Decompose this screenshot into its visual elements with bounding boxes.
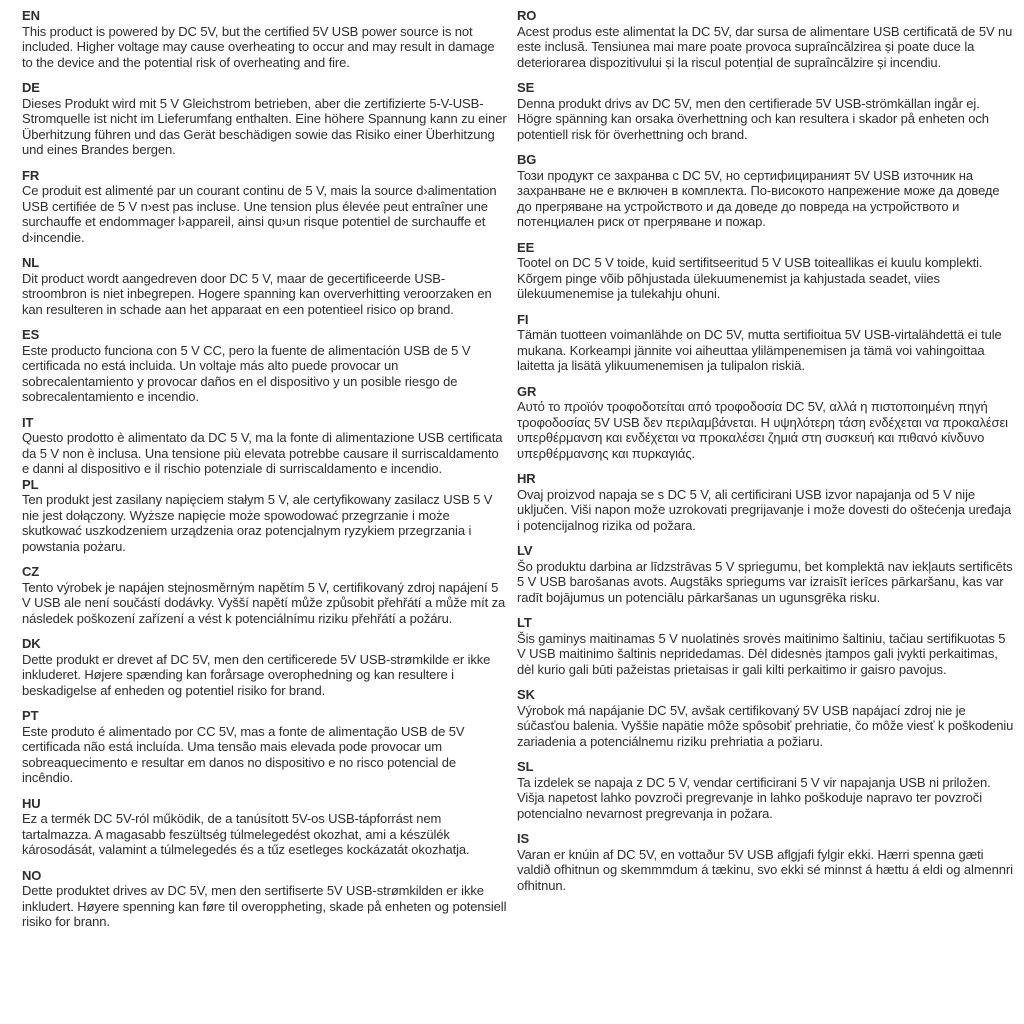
section-ro bbox=[517, 8, 1014, 70]
section-es bbox=[22, 327, 508, 405]
section-bg bbox=[517, 152, 1014, 230]
warning-text-lt: Šis gaminys maitinamas 5 V nuolatinės srovės maitinimo šaltiniu, tačiau sertifikuotas 5 V USB maitinimo šaltinis nepridedamas. Dėl didesnės įtampos gali įvykti perkaitimas, dėl kurio gali būti pažeistas prietaisas ir gali kilti perkaitimo ir gaisro pavojus. bbox=[517, 630, 1006, 677]
language-code-is: IS bbox=[517, 831, 530, 846]
left-column bbox=[22, 8, 508, 940]
language-code-ee: EE bbox=[517, 239, 535, 255]
warning-text-es: Este producto funciona con 5 V CC, pero la fuente de alimentación USB de 5 V certificada no está incluida. Un voltaje más alto puede provocar un sobrecalentamiento y provocar daños en el dispositivo y un posible riesgo de sobrecalentamiento e incendio. bbox=[22, 342, 471, 404]
language-code-cz: CZ bbox=[22, 564, 40, 579]
warning-text-sl: Ta izdelek se napaja z DC 5 V, vendar certificirani 5 V vir napajanja USB ni priložen. Višja napetost lahko povzroči pregrevanje in lahko poškoduje napravo ter povzroči potencialno nevarnost pregrevanja in požara. bbox=[517, 774, 991, 821]
warning-text-it: Questo prodotto è alimentato da DC 5 V, ma la fonte di alimentazione USB certificata da 5 V non è inclusa. Una tensione più elevata potrebbe causare il surriscaldamento e danni al dispositivo e il rischio potenziale di surriscaldamento e incendio. bbox=[22, 430, 503, 476]
warning-text-is: Varan er knúin af DC 5V, en vottaður 5V USB aflgjafi fylgir ekki. Hærri spenna gæti valdið ofhitnun og skemmmdum á tækinu, svo ekki sé minnst á hættu á eldi og almennri ofhitnun. bbox=[517, 846, 1013, 893]
section-de bbox=[22, 80, 508, 158]
warning-text-pl: Ten produkt jest zasilany napięciem stałym 5 V, ale certyfikowany zasilacz USB 5 V nie jest dołączony. Wyższe napięcie może spowodować przegrzanie i może skutkować uszkodzeniem urządzenia oraz potencjalnym ryzykiem przegrzania i powstania pożaru. bbox=[22, 492, 493, 554]
language-code-pt: PT bbox=[22, 708, 39, 723]
language-code-pl: PL bbox=[22, 476, 39, 492]
warning-text-hr: Ovaj proizvod napaja se s DC 5 V, ali certificirani USB izvor napajanja od 5 V nije uključen. Viši napon može uzrokovati pregrijavanje i može dovesti do oštećenja uređaja i potencijalnog rizika od požara. bbox=[517, 486, 1012, 533]
warning-text-pt: Este produto é alimentado por CC 5V, mas a fonte de alimentação USB de 5V certificada não está incluída. Uma tensão mais elevada pode provocar um sobreaquecimento e resultar em danos no dispositivo e no risco potencial de incêndio. bbox=[22, 723, 465, 785]
language-code-fi: FI bbox=[517, 311, 529, 327]
warning-text-gr: Αυτό το προϊόν τροφοδοτείται από τροφοδοσία DC 5V, αλλά η πιστοποιημένη πηγή τροφοδοσίας 5V USB δεν περιλαμβάνεται. Η υψηλότερη τάση ενδέχεται να προκαλέσει υπερθέρμανση και ενδέχεται να προκαλέσει ζημιά στη συσκευή και πιθανό κίνδυνο υπερθέρμανσης και πυρκαγιάς. bbox=[517, 399, 1008, 461]
warning-text-bg: Този продукт се захранва с DC 5V, но сертифицираният 5V USB източник на захранване не е включен в комплекта. По-високото напрежение може да доведе до прегряване на устройството и да доведе до повреда на устройството и потенциален риск от прегряване и пожар. bbox=[517, 167, 1000, 229]
warning-text-en: This product is powered by DC 5V, but the certified 5V USB power source is not included. Higher voltage may cause overheating to occur and may result in damage to the device and the potential risk of overheating and fire. bbox=[22, 23, 495, 70]
section-is bbox=[517, 831, 1014, 893]
language-code-gr: GR bbox=[517, 383, 537, 399]
language-code-ro: RO bbox=[517, 8, 537, 23]
section-it bbox=[22, 415, 508, 477]
language-code-bg: BG bbox=[517, 152, 537, 167]
warning-text-fr: Ce produit est alimenté par un courant continu de 5 V, mais la source d›alimentation USB certifiée de 5 V n›est pas incluse. Une tension plus élevée peut entraîner une surchauffe et endommager l›appareil, ainsi qu›un risque potentiel de surchauffe et d›incendie. bbox=[22, 183, 497, 245]
warning-text-ee: Tootel on DC 5 V toide, kuid sertifitseeritud 5 V USB toiteallikas ei kuulu komplekti. Kõrgem pinge võib põhjustada ülekuumenemist ja kahjustada seadet, viies ülekuumenemise ja tulekahju ohuni. bbox=[517, 255, 983, 301]
language-code-it: IT bbox=[22, 414, 34, 430]
language-code-lv: LV bbox=[517, 543, 533, 558]
section-sk bbox=[517, 687, 1014, 749]
warning-text-sk: Výrobok má napájanie DC 5V, avšak certifikovaný 5V USB napájací zdroj nie je súčasťou balenia. Vyššie napätie môže spôsobiť prehriatie, čo môže viesť k poškodeniu zariadenia a potenciálnemu riziku prehriatia a požiaru. bbox=[517, 702, 1014, 749]
language-code-nl: NL bbox=[22, 255, 40, 270]
section-pt bbox=[22, 708, 508, 786]
section-gr bbox=[517, 384, 1014, 462]
section-en bbox=[22, 8, 508, 70]
language-code-lt: LT bbox=[517, 615, 532, 630]
section-lt bbox=[517, 615, 1014, 677]
section-fr bbox=[22, 168, 508, 246]
section-nl bbox=[22, 255, 508, 317]
section-ee bbox=[517, 240, 1014, 302]
warning-text-no: Dette produktet drives av DC 5V, men den sertifiserte 5V USB-strømkilden er ikke inkludert. Høyere spenning kan føre til overoppheting, skade på enheten og potensiell risiko for brann. bbox=[22, 883, 507, 929]
language-code-sl: SL bbox=[517, 759, 534, 774]
section-cz bbox=[22, 564, 508, 626]
section-hu bbox=[22, 796, 508, 858]
section-lv bbox=[517, 543, 1014, 605]
language-code-de: DE bbox=[22, 80, 40, 95]
section-fi bbox=[517, 312, 1014, 374]
section-pl bbox=[22, 477, 508, 555]
warning-text-dk: Dette produkt er drevet af DC 5V, men den certificerede 5V USB-strømkilde er ikke inkluderet. Højere spænding kan forårsage overophedning og kan resultere i beskadigelse af enheden og potentiel risiko for brand. bbox=[22, 651, 491, 698]
warning-text-lv: Šo produktu darbina ar līdzstrāvas 5 V spriegumu, bet komplektā nav iekļauts sertificēts 5 V USB barošanas avots. Augstāks spriegums var izraisīt ierīces pārkaršanu, kas var radīt bojājumus un potenciālu pārkaršanas un ugunsgrēka risku. bbox=[517, 558, 1013, 605]
warning-text-cz: Tento výrobek je napájen stejnosměrným napětím 5 V, certifikovaný zdroj napájení 5 V USB ale není součástí dodávky. Vyšší napětí může způsobit přehřátí a může mít za následek poškození zařízení a vést k potenciálnímu riziku přehřátí a požáru. bbox=[22, 579, 506, 626]
language-code-hr: HR bbox=[517, 471, 536, 486]
language-code-se: SE bbox=[517, 80, 535, 95]
section-hr bbox=[517, 471, 1014, 533]
language-code-sk: SK bbox=[517, 687, 535, 702]
right-column bbox=[517, 8, 1014, 940]
warning-text-nl: Dit product wordt aangedreven door DC 5 V, maar de gecertificeerde USB-stroombron is niet inbegrepen. Hogere spanning kan oververhitting veroorzaken en kan resulteren in schade aan het apparaat en een potentieel risico op brand. bbox=[22, 270, 492, 317]
language-code-en: EN bbox=[22, 8, 40, 23]
warning-text-fi: Tämän tuotteen voimanlähde on DC 5V, mutta sertifioitua 5V USB-virtalähdettä ei tule mukana. Korkeampi jännite voi aiheuttaa ylilämpenemisen ja tämä voi vahingoittaa laitetta ja lisätä ylikuumenemisen ja tulipalon riskiä. bbox=[517, 327, 1002, 373]
language-code-hu: HU bbox=[22, 795, 41, 811]
language-code-fr: FR bbox=[22, 167, 40, 183]
section-no bbox=[22, 868, 508, 930]
warning-text-ro: Acest produs este alimentat la DC 5V, dar sursa de alimentare USB certificată de 5V nu este inclusă. Tensiunea mai mare poate provoca supraîncălzirea și poate duce la deteriorarea dispozitivului și la riscul potențial de supraîncălzire și incendiu. bbox=[517, 23, 1013, 70]
section-sl bbox=[517, 759, 1014, 821]
warning-text-de: Dieses Produkt wird mit 5 V Gleichstrom betrieben, aber die zertifizierte 5-V-USB-Stromquelle ist nicht im Lieferumfang enthalten. Eine höhere Spannung kann zu einer Überhitzung führen und das Gerät beschädigen sowie das Risiko einer Überhitzung und eines Brandes bergen. bbox=[22, 95, 507, 157]
section-se bbox=[517, 80, 1014, 142]
section-dk bbox=[22, 636, 508, 698]
language-code-dk: DK bbox=[22, 636, 41, 651]
language-code-es: ES bbox=[22, 327, 40, 342]
warning-text-se: Denna produkt drivs av DC 5V, men den certifierade 5V USB-strömkällan ingår ej. Högre spänning kan orsaka överhettning och kan resultera i skador på enheten och potentiell risk för överhettning och brand. bbox=[517, 95, 989, 142]
language-code-no: NO bbox=[22, 867, 42, 883]
warning-text-hu: Ez a termék DC 5V-ról működik, de a tanúsított 5V-os USB-tápforrást nem tartalmazza. A magasabb feszültség túlmelegedést okozhat, ami a készülék károsodását, valamint a túlmelegedés és a tűz esetleges kockázatát okozhatja. bbox=[22, 811, 470, 857]
